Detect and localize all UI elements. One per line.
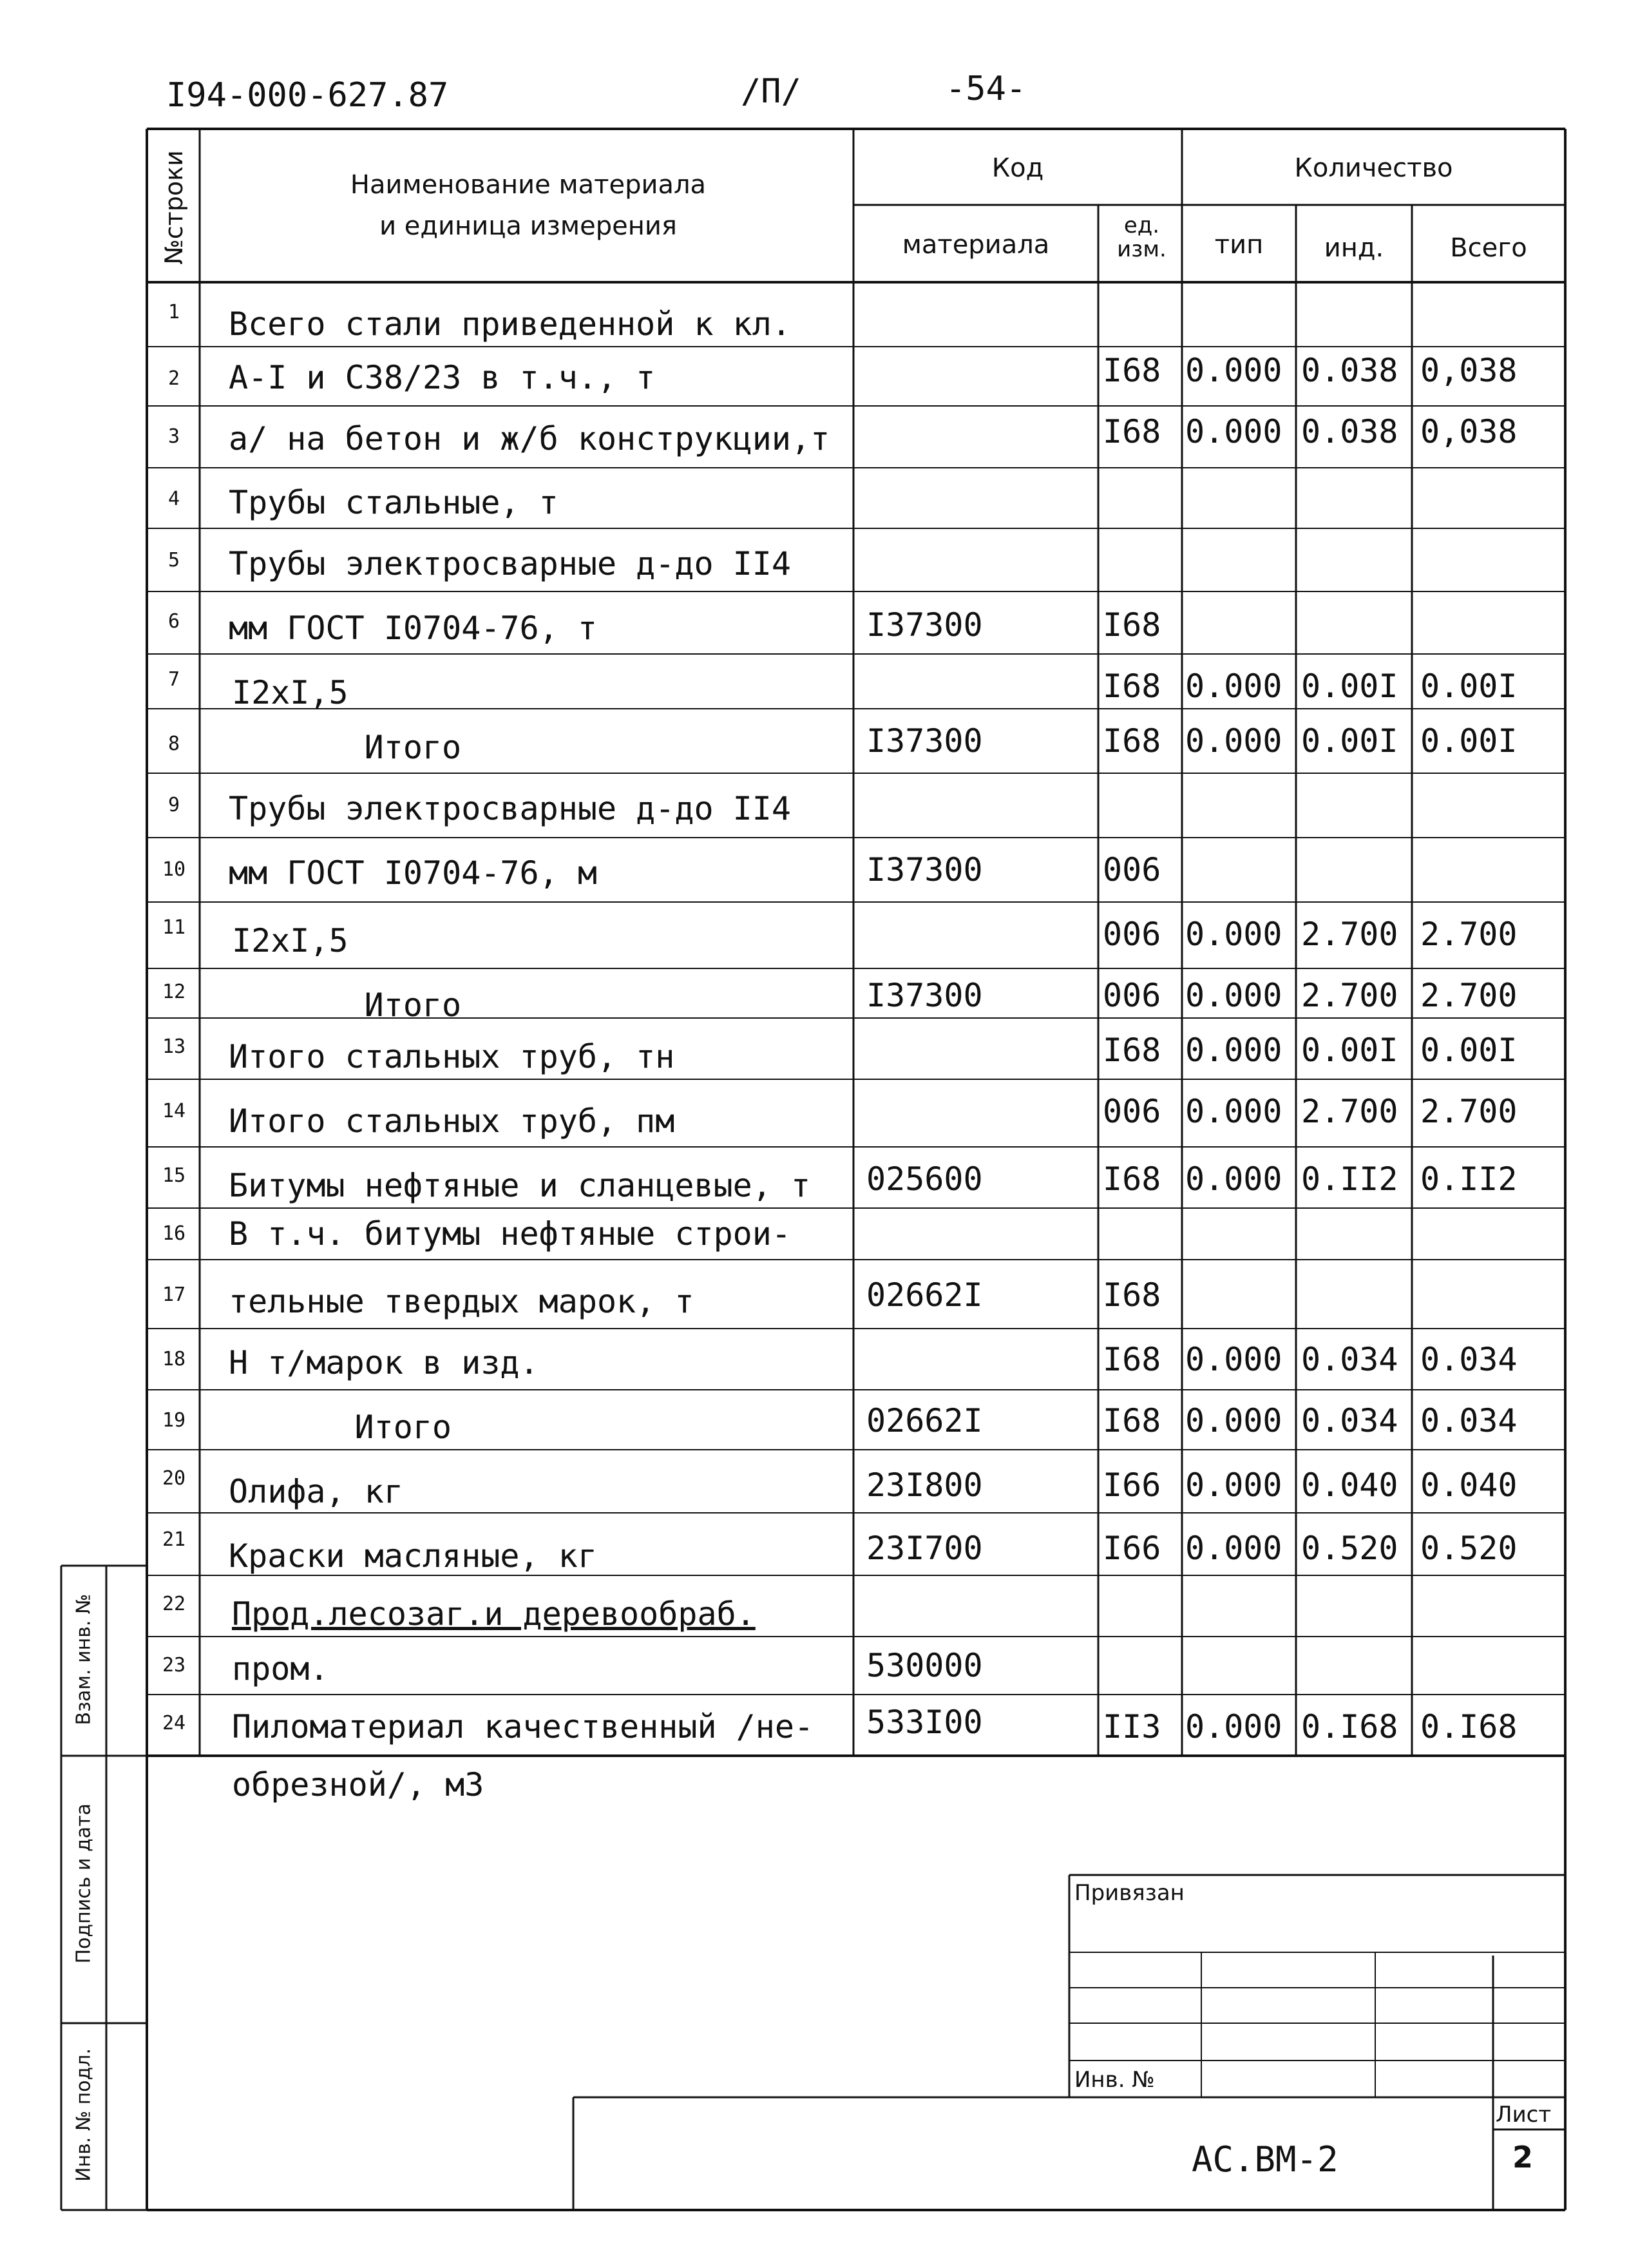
row-ind: 0.II2 — [1301, 1160, 1398, 1198]
row-number-header: №строки — [160, 150, 188, 265]
row-total: 0.034 — [1420, 1402, 1518, 1439]
row-typ: 0.000 — [1185, 1032, 1282, 1069]
row-number: 8 — [167, 733, 180, 755]
row-typ: 0.000 — [1185, 1530, 1282, 1567]
row-unit: 006 — [1103, 1093, 1161, 1130]
row-unit: I68 — [1103, 1160, 1161, 1198]
row-ind: 0.00I — [1301, 722, 1398, 760]
row-unit: 006 — [1103, 851, 1161, 889]
code-material-header: материала — [902, 230, 1050, 260]
row-name: Краски масляные, кг — [229, 1537, 597, 1575]
row-name: тельные твердых марок, т — [229, 1283, 694, 1320]
row-number: 2 — [167, 367, 180, 390]
row-ind: 0.I68 — [1301, 1708, 1398, 1745]
side-label-podpis: Подпись и дата — [72, 1803, 95, 1964]
row-typ: 0.000 — [1185, 1341, 1282, 1378]
row-code: 02662I — [866, 1402, 983, 1439]
row-ind: 0.520 — [1301, 1530, 1398, 1567]
row-number: 14 — [162, 1100, 186, 1122]
row-number: 20 — [162, 1467, 186, 1490]
row-code: 530000 — [866, 1647, 983, 1684]
row-number: 3 — [167, 425, 180, 448]
row-number: 22 — [162, 1593, 186, 1615]
row-name: I2хI,5 — [232, 922, 348, 959]
row-name: Битумы нефтяные и сланцевые, т — [229, 1167, 811, 1204]
row-unit: II3 — [1103, 1708, 1161, 1745]
row-number: 24 — [162, 1712, 186, 1735]
qty-total-header: Всего — [1450, 233, 1527, 263]
row-name: Итого — [248, 729, 462, 766]
row-typ: 0.000 — [1185, 977, 1282, 1014]
row-code: 025600 — [866, 1160, 983, 1198]
row-number: 19 — [162, 1409, 186, 1432]
row-number: 17 — [162, 1283, 186, 1306]
row-unit: I68 — [1103, 722, 1161, 760]
row-number: 1 — [167, 301, 180, 323]
row-total: 2.700 — [1420, 916, 1518, 953]
row-unit: I68 — [1103, 352, 1161, 389]
row-total: 0.II2 — [1420, 1160, 1518, 1198]
row-typ: 0.000 — [1185, 722, 1282, 760]
row-name: Пиломатериал качественный /не- — [232, 1708, 814, 1745]
row-total: 2.700 — [1420, 1093, 1518, 1130]
row-code: I37300 — [866, 977, 983, 1014]
side-label-vzam: Взам. инв. № — [72, 1593, 95, 1725]
row-typ: 0.000 — [1185, 1160, 1282, 1198]
row-ind: 0.00I — [1301, 1032, 1398, 1069]
stamp-sheet-label: Лист — [1496, 2102, 1552, 2128]
code-unit-header: ед. изм. — [1117, 213, 1167, 263]
qty-ind-header: инд. — [1324, 233, 1384, 263]
doc-part: /П/ — [741, 72, 801, 111]
row-total: 0.00I — [1420, 722, 1518, 760]
row-ind: 2.700 — [1301, 977, 1398, 1014]
row-number: 7 — [167, 668, 180, 691]
stamp-linked-label: Привязан — [1074, 1880, 1185, 1906]
row-unit: 006 — [1103, 916, 1161, 953]
row-ind: 0.038 — [1301, 413, 1398, 450]
row-name: Трубы электросварные д-до II4 — [229, 790, 791, 827]
row-name: Итого — [248, 986, 462, 1024]
row-name: Трубы стальные, т — [229, 484, 558, 521]
row-code: 533I00 — [866, 1704, 983, 1741]
row-total: 0,038 — [1420, 413, 1518, 450]
row-unit: 006 — [1103, 977, 1161, 1014]
doc-code: I94-000-627.87 — [166, 76, 449, 115]
row-name: Трубы электросварные д-до II4 — [229, 545, 791, 582]
row-number: 5 — [167, 549, 180, 572]
row-number: 21 — [162, 1528, 186, 1551]
stamp-doc-mark: АС.ВМ-2 — [1192, 2139, 1338, 2180]
row-total: 0,038 — [1420, 352, 1518, 389]
row-number: 10 — [162, 858, 186, 881]
row-name: Итого — [258, 1408, 452, 1446]
row-total: 0.00I — [1420, 1032, 1518, 1069]
row-unit: I68 — [1103, 1032, 1161, 1069]
row-number: 18 — [162, 1348, 186, 1370]
name-header-line2: и единица измерения — [379, 211, 677, 241]
stamp-sheet-number: 2 — [1512, 2140, 1534, 2175]
row-unit: I68 — [1103, 668, 1161, 705]
row-code: I37300 — [866, 606, 983, 644]
row-code: I37300 — [866, 851, 983, 889]
qty-group-header: Количество — [1294, 153, 1453, 183]
code-group-header: Код — [991, 153, 1044, 183]
row-total: 0.00I — [1420, 668, 1518, 705]
row-code: 02662I — [866, 1276, 983, 1314]
page-number: -54- — [946, 70, 1027, 108]
row-typ: 0.000 — [1185, 1402, 1282, 1439]
row-total: 0.520 — [1420, 1530, 1518, 1567]
row-typ: 0.000 — [1185, 352, 1282, 389]
row-code: I37300 — [866, 722, 983, 760]
row-unit: I68 — [1103, 1276, 1161, 1314]
row-ind: 0.038 — [1301, 352, 1398, 389]
row-unit: I68 — [1103, 1341, 1161, 1378]
row-name: Всего стали приведенной к кл. — [229, 305, 791, 343]
row-typ: 0.000 — [1185, 1708, 1282, 1745]
row-name: Прод.лесозаг.и деревообраб. — [232, 1595, 756, 1633]
row-name: мм ГОСТ I0704-76, м — [229, 854, 597, 892]
row-total: 0.034 — [1420, 1341, 1518, 1378]
row-total: 2.700 — [1420, 977, 1518, 1014]
row-number: 12 — [162, 981, 186, 1003]
row-total: 0.I68 — [1420, 1708, 1518, 1745]
row-unit: I68 — [1103, 413, 1161, 450]
row-name: Итого стальных труб, тн — [229, 1038, 675, 1075]
row-name: В т.ч. битумы нефтяные строи- — [229, 1215, 791, 1253]
row-name: Итого стальных труб, пм — [229, 1102, 675, 1140]
row-number: 23 — [162, 1654, 186, 1677]
row-number: 4 — [167, 488, 180, 510]
row-name: Олифа, кг — [229, 1473, 403, 1510]
side-label-inv-podl: Инв. № подл. — [72, 2048, 95, 2182]
row-typ: 0.000 — [1185, 668, 1282, 705]
row-ind: 0.034 — [1301, 1402, 1398, 1439]
row-unit: I66 — [1103, 1466, 1161, 1504]
row-name: мм ГОСТ I0704-76, т — [229, 610, 597, 647]
row-number: 13 — [162, 1035, 186, 1058]
row-name: пром. — [232, 1650, 329, 1687]
row-unit: I68 — [1103, 1402, 1161, 1439]
row-number: 9 — [167, 794, 180, 816]
stamp-inv-label: Инв. № — [1074, 2067, 1155, 2093]
row-name: А-I и С38/23 в т.ч., т — [229, 359, 656, 396]
row-name: I2хI,5 — [232, 674, 348, 711]
row-ind: 0.034 — [1301, 1341, 1398, 1378]
row-number: 11 — [162, 916, 186, 939]
row-typ: 0.000 — [1185, 1466, 1282, 1504]
row-number: 16 — [162, 1222, 186, 1245]
row-name: а/ на бетон и ж/б конструкции,т — [229, 420, 830, 457]
row-total: 0.040 — [1420, 1466, 1518, 1504]
row-ind: 0.040 — [1301, 1466, 1398, 1504]
row-code: 23I700 — [866, 1530, 983, 1567]
row-typ: 0.000 — [1185, 916, 1282, 953]
row-unit: I68 — [1103, 606, 1161, 644]
row-name: Н т/марок в изд. — [229, 1344, 539, 1381]
row-number: 15 — [162, 1164, 186, 1187]
qty-type-header: тип — [1214, 230, 1264, 260]
row-ind: 2.700 — [1301, 1093, 1398, 1130]
row-ind: 2.700 — [1301, 916, 1398, 953]
name-header-line1: Наименование материала — [350, 170, 707, 200]
row-code: 23I800 — [866, 1466, 983, 1504]
row-number: 6 — [167, 610, 180, 633]
row-unit: I66 — [1103, 1530, 1161, 1567]
continuation-text: обрезной/, м3 — [232, 1766, 484, 1803]
row-typ: 0.000 — [1185, 1093, 1282, 1130]
row-typ: 0.000 — [1185, 413, 1282, 450]
row-ind: 0.00I — [1301, 668, 1398, 705]
